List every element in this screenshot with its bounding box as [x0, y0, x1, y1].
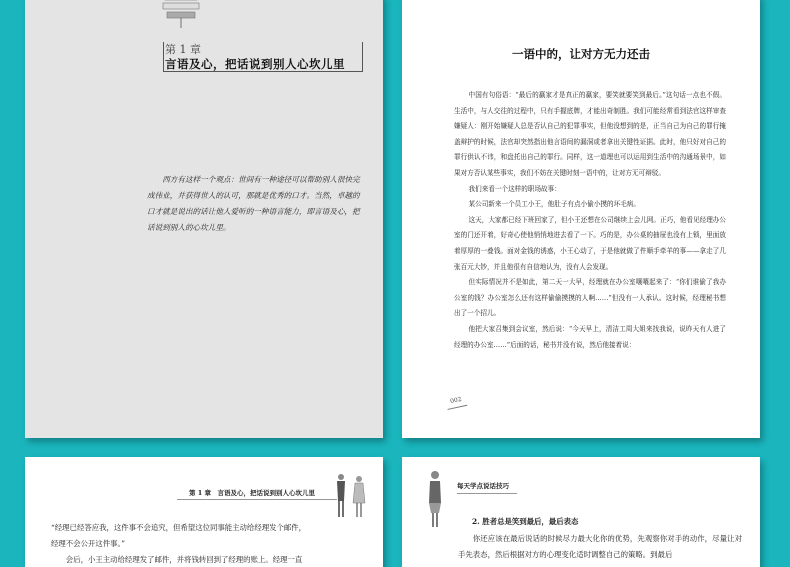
chapter-intro: 西方有这样一个观点：世间有一种途径可以帮助别人很快完成伟业，并获得世人的认可，那就是优秀的口才。当然，卓越的口才就是说出的话让他人爱听的一种语言能力，即言语及心，把话说到别人的心坎儿里。: [147, 175, 360, 232]
paragraph: 某公司新来一个员工小王，他肚子有点小偷小摸的坏毛病。: [468, 200, 640, 209]
page-number: 002: [445, 392, 467, 410]
text-line: 经理不会公开这件事。”: [51, 539, 125, 548]
paragraph: 他把大家召集到会议室，然后说：“今天早上，清洁工周大姐来找我说，说昨天有人进了经理的办公室……”后面的话，秘书并没有说，然后他接着说：: [454, 324, 726, 349]
article-body: [454, 88, 726, 353]
text-line: 会后，小王主动给经理发了邮件，并将钱转回到了经理的账上。经理一直: [65, 555, 303, 564]
running-header: 第 1 章 言语及心，把话说到别人心坎儿里: [189, 489, 316, 497]
header-rule: [457, 493, 517, 494]
book-stack-ornament-icon: [161, 0, 201, 28]
article-page: [402, 0, 760, 438]
paragraph: 我们来看一个这样的职场故事：: [468, 184, 561, 193]
continuation-page: [25, 457, 383, 567]
woman-illustration-icon: [424, 469, 446, 529]
chapter-number: 第 1 章: [165, 43, 201, 56]
text-line: “经理已经答应我，这件事不会追究，但希望这位同事能主动给经理发个邮件，: [51, 523, 307, 532]
chapter-opener-page: [25, 0, 383, 438]
two-people-illustration-icon: [331, 471, 371, 521]
section-title: 2. 胜者总是笑到最后，最后表态: [472, 517, 579, 526]
paragraph: 但实际情况并不是如此，第二天一大早，经理就在办公室嚷嚷起来了：“你们谁偷了我办公室的钱？办公室怎么还有这样偷偷摸摸的人啊……”但没有一人承认。这时候，经理秘书想出了一个招儿。: [454, 278, 726, 318]
continuation-body: [51, 520, 351, 567]
corner-ornament-icon: [424, 0, 450, 2]
header-rule: [177, 499, 337, 500]
paragraph: 中国有句俗语：“最后的赢家才是真正的赢家，要笑就要笑到最后。”这句话一点也不假。生活中，与人交往的过程中，只有手握底牌，才能出奇制胜。我们可能经常看到法官这样审查嫌疑人：刚开始嫌疑人总是否认自己的犯罪事实，但他没想到的是，正当自己为自己的罪行掩盖辩护的时候，法官却突然指出他言语间的漏洞或者拿出关键性证据。此时，他只好对自己的罪行供认不讳，和盘托出自己的罪行。同样，这一道理也可以运用到生活中的沟通场景中，如果对方否认某些事实，我们不妨在关键时刻一语中的，让对方无可辩驳。: [454, 91, 726, 177]
chapter-title: 言语及心，把话说到别人心坎儿里: [165, 57, 345, 71]
paragraph: 这天，大家都已经下班回家了，但小王还想在公司继续上会儿网。正巧，他看见经理办公室的门还开着，好奇心使他悄悄地进去看了一下。巧的是，办公桌的抽屉也没有上锁，里面放着厚厚的一叠钱。面对金钱的诱惑，小王心动了，于是他就做了件顺手牵羊的事——拿走了几张百元大钞，并且他很有自信地认为，没有人会发现。: [454, 215, 726, 271]
article-title: 一语中的，让对方无力还击: [512, 47, 650, 61]
running-header: 每天学点说话技巧: [457, 482, 509, 490]
tips-body: 你还应该在最后说话的时候尽力最大化你的优势，先观察你对手的动作，尽量让对手先表态，然后根据对方的心理变化适时调整自己的策略。到最后: [458, 534, 742, 559]
tips-page: [402, 457, 760, 567]
